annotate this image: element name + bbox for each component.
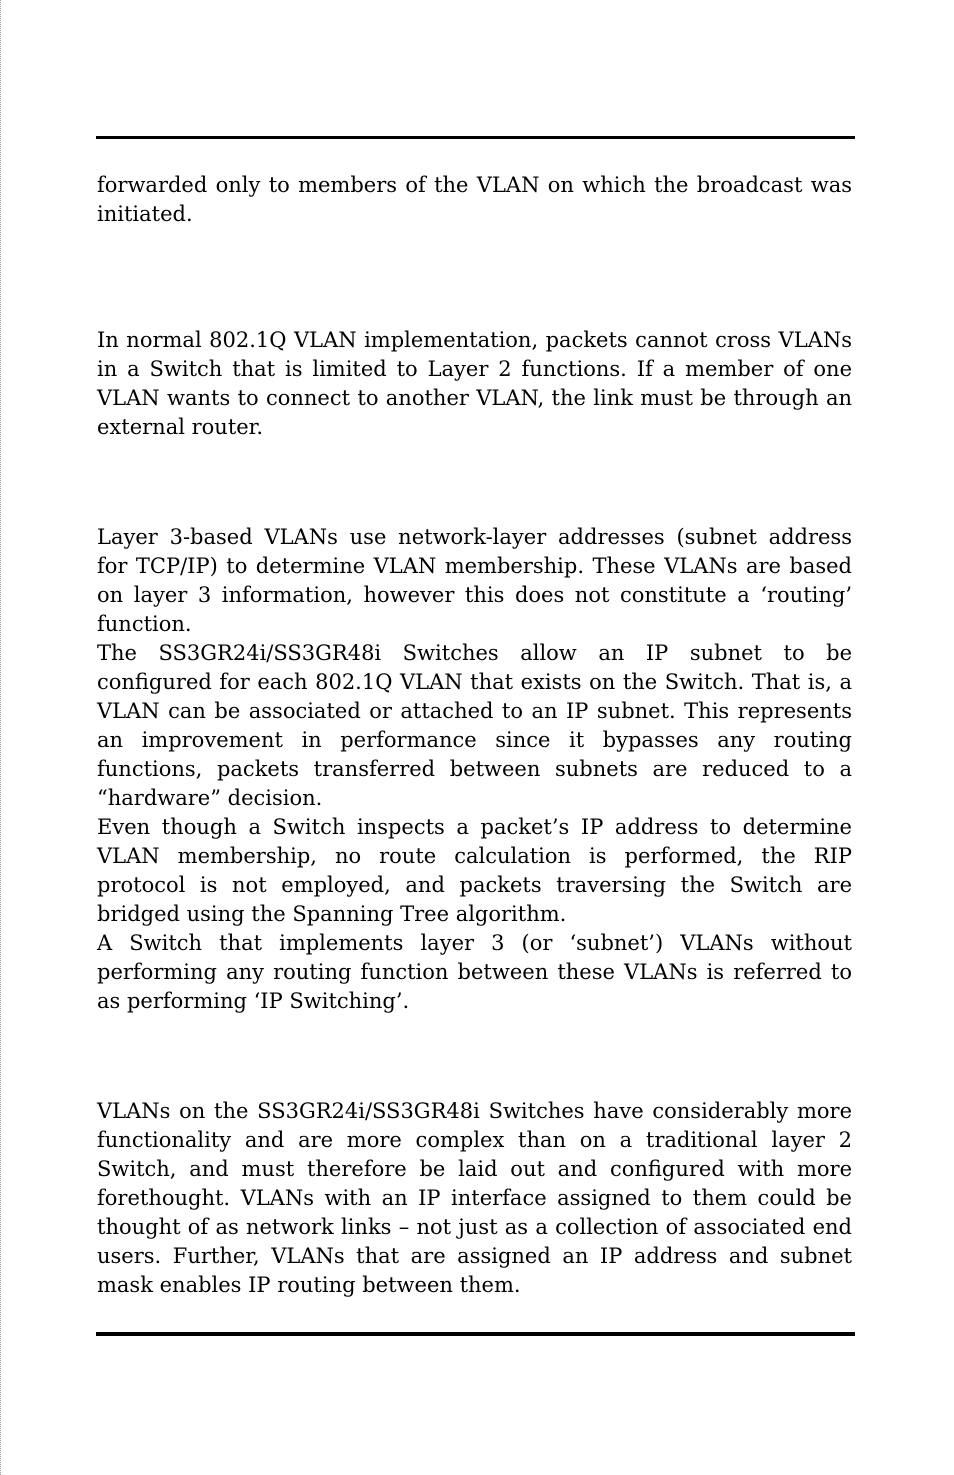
text-block-layer3-vlans <box>97 523 852 1016</box>
paragraph-ip-subnet: The SS3GR24i/SS3GR48i Switches allow an IP subnet to be configured for each 802.1Q VLAN that exists on the Switch. That is, a VLAN can be associated or attached to an IP subnet. This represents an improvement in performance since it bypasses any routing functions, packets transferred between subnets are reduced to a “hardware” decision. <box>97 641 852 810</box>
paragraph-802-1q: In normal 802.1Q VLAN implementation, packets cannot cross VLANs in a Switch that is limited to Layer 2 functions. If a member of one VLAN wants to connect to another VLAN, the link must be through an external router. <box>97 328 852 439</box>
paragraph-layer3-vlans: Layer 3-based VLANs use network-layer addresses (subnet address for TCP/IP) to determine VLAN membership. These VLANs are based on layer 3 information, however this does not constitute a ‘routing’ function. <box>97 525 852 636</box>
paragraph-vlan-membership: Even though a Switch inspects a packet’s IP address to determine VLAN membership, no route calculation is performed, the RIP protocol is not employed, and packets traversing the Switch are bridged using the Spanning Tree algorithm. <box>97 815 852 926</box>
footer-rule <box>96 1332 855 1336</box>
text-block-802-1q <box>97 326 852 442</box>
paragraph-ip-switching: A Switch that implements layer 3 (or ‘subnet’) VLANs without performing any routing function between these VLANs is referred to as performing ‘IP Switching’. <box>97 931 852 1013</box>
header-rule <box>96 136 855 139</box>
paragraph-broadcast: forwarded only to members of the VLAN on which the broadcast was initiated. <box>97 173 852 226</box>
paragraph-vlan-functionality: VLANs on the SS3GR24i/SS3GR48i Switches have considerably more functionality and are more complex than on a traditional layer 2 Switch, and must therefore be laid out and configured with more forethought. VLANs with an IP interface assigned to them could be thought of as network links – not just as a collection of associated end users. Further, VLANs that are assigned an IP address and subnet mask enables IP routing between them. <box>97 1099 852 1297</box>
page-edge <box>0 0 1 1475</box>
text-block-broadcast <box>97 171 852 229</box>
text-block-vlan-functionality <box>97 1097 852 1300</box>
